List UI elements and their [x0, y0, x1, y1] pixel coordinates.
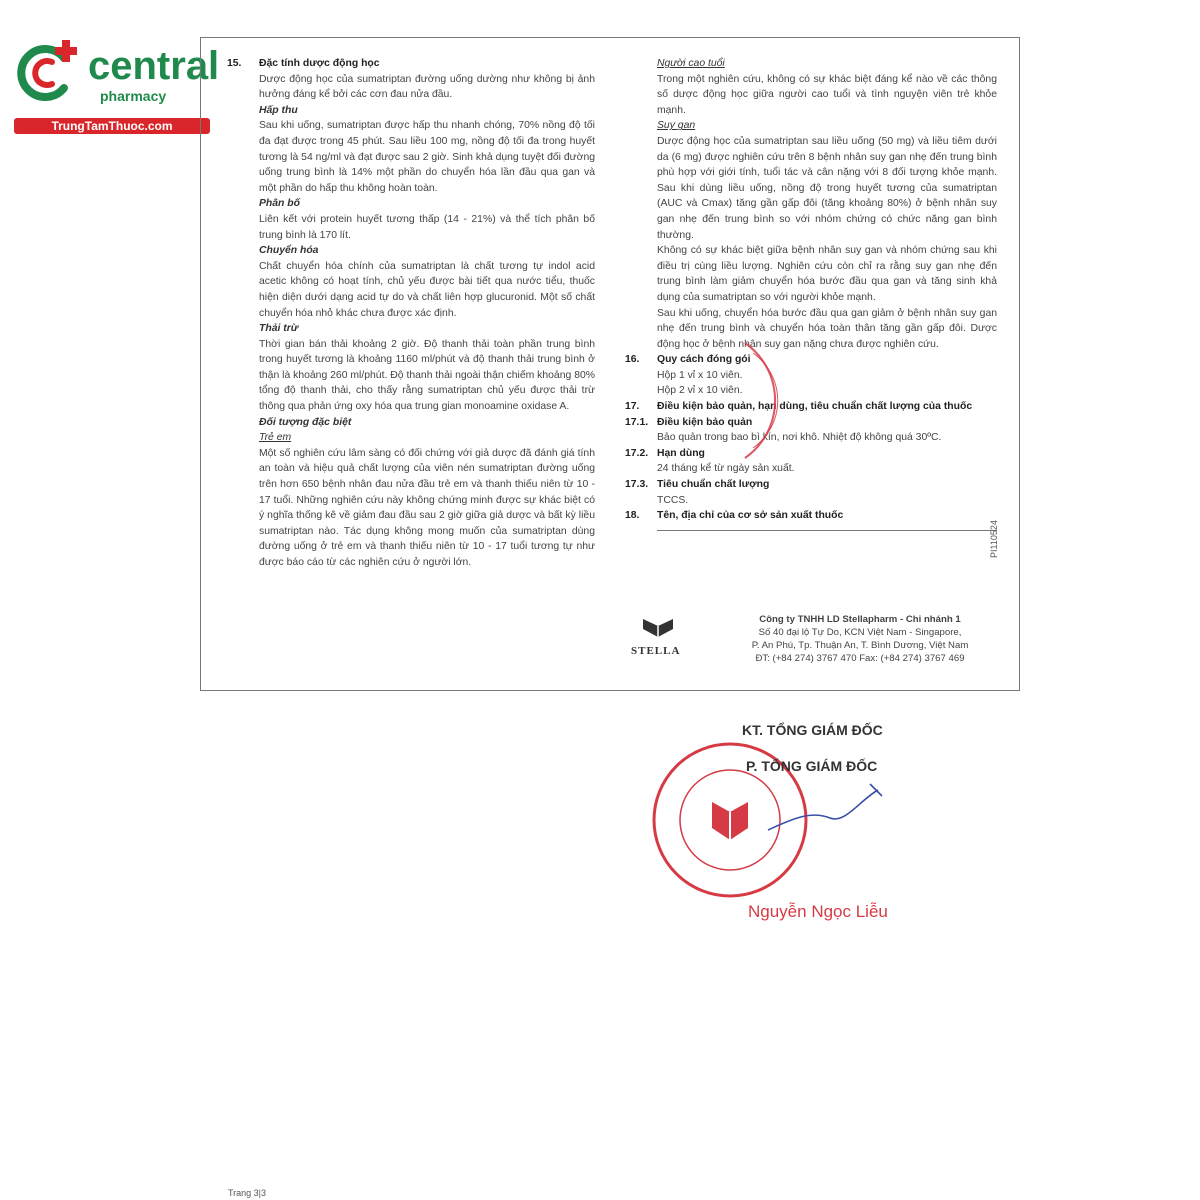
brand-logo	[12, 38, 220, 138]
storage-text: Bảo quản trong bao bì kín, nơi khô. Nhiệt độ không quá 30ºC.	[657, 432, 942, 444]
hepatic-heading: Suy gan	[657, 120, 696, 132]
hepatic-text-1: Dược động học của sumatriptan sau liều uống (50 mg) và liều tiêm dưới da (6 mg) được nghiên cứu trên 8 bệnh nhân suy gan nhẹ đến trung bình phù hợp với giới tính, tuổi tác và cân nặng với 8 đối tượng khỏe mạnh. Sau khi dùng liều uống, nồng độ trong huyết tương của sumatriptan (AUC và Cmax) tăng gần gấp đôi (tăng khoảng 80%) ở bệnh nhân suy gan nhẹ đến trung bình so với nhóm chứng có chức năng gan bình thường.	[657, 135, 997, 241]
signature-title-1: KT. TỔNG GIÁM ĐỐC	[742, 722, 883, 738]
elimination-heading: Thải trừ	[259, 323, 299, 335]
logo-subtitle: pharmacy	[100, 88, 167, 104]
metabolism-heading: Chuyển hóa	[259, 245, 319, 257]
shelf-life-text: 24 tháng kể từ ngày sản xuất.	[657, 463, 795, 475]
company-address-2: P. An Phú, Tp. Thuận An, T. Bình Dương, Việt Nam	[751, 640, 969, 651]
leaflet-page	[200, 37, 1020, 691]
signatory-name: Nguyễn Ngọc Liễu	[748, 902, 888, 921]
distribution-heading: Phân bố	[259, 198, 300, 210]
children-text: Một số nghiên cứu lâm sàng có đối chứng với giả dược đã đánh giá tính an toàn và hiệu quả chất lượng của viên nén sumatriptan đường uống trên hơn 650 bệnh nhân đau nửa đầu trẻ em và thanh thiếu niên từ 10 - 17 tuổi. Những nghiên cứu này không chứng minh được sự khác biệt có ý nghĩa thống kê về giảm đau đầu sau 2 giờ giữa giả dược và bất kỳ liều sumatriptan nào. Tác dụng không mong muốn của sumatriptan dùng đường uống ở trẻ em và thanh thiếu niên từ 10 - 17 tuổi tương tự như được báo cáo từ các nghiên cứu ở người lớn.	[259, 447, 595, 568]
special-populations-heading: Đối tượng đặc biệt	[259, 416, 352, 428]
company-info	[725, 613, 995, 665]
document-code: PI110524	[989, 520, 999, 558]
standard-text: TCCS.	[657, 494, 689, 506]
section-16-heading: 16. Quy cách đóng gói	[625, 354, 751, 366]
company-name: Công ty TNHH LD Stellapharm - Chi nhánh 1	[759, 614, 961, 625]
section-17-heading: 17. Điều kiện bảo quản, hạn dùng, tiêu chuẩn chất lượng của thuốc	[625, 401, 973, 413]
company-contact: ĐT: (+84 274) 3767 470 Fax: (+84 274) 3767 469	[755, 653, 965, 664]
hepatic-text-3: Sau khi uống, chuyển hóa bước đầu qua gan giảm ở bệnh nhân suy gan nhẹ đến trung bình và chuyển hóa toàn thân tăng gần gấp đôi. Dược động học ở bệnh nhân suy gan nặng chưa được nghiên cứu.	[657, 307, 997, 350]
central-pharmacy-logo-icon	[12, 38, 82, 108]
pk-intro: Dược động học của sumatriptan đường uống dường như không bị ảnh hưởng đáng kể bởi các cơn đau nửa đầu.	[259, 73, 595, 101]
children-heading: Trẻ em	[259, 432, 292, 444]
pack-option-2: Hộp 2 vỉ x 10 viên.	[657, 385, 743, 397]
section-17-1-heading: 17.1. Điều kiện bảo quản	[625, 416, 753, 428]
right-column	[625, 56, 997, 537]
signature-title-2: P. TỔNG GIÁM ĐỐC	[746, 758, 878, 774]
section-17-3-heading: 17.3. Tiêu chuẩn chất lượng	[625, 479, 770, 491]
divider	[657, 530, 997, 531]
absorption-text: Sau khi uống, sumatriptan được hấp thu nhanh chóng, 70% nồng độ tối đa đạt được trong 45 phút. Sau liều 100 mg, nồng độ tối đa trong huyết tương là 54 ng/ml và đạt được sau 2 giờ. Sinh khả dụng tuyệt đối đường uống trung bình là 14% một phần do chuyển hóa lần đầu qua gan và một phần do hấp thu không hoàn toàn.	[259, 120, 595, 194]
pack-option-1: Hộp 1 vỉ x 10 viên.	[657, 369, 743, 381]
section-15-heading: 15. Đặc tính dược động học	[227, 58, 380, 69]
logo-site-link[interactable]: TrungTamThuoc.com	[14, 118, 210, 134]
elimination-text: Thời gian bán thải khoảng 2 giờ. Độ thanh thải toàn phần trung bình trong huyết tương là khoảng 1160 ml/phút và độ thanh thải trung bình ở thận là khoảng 260 ml/phút. Độ thanh thải ngoài thận chiếm khoảng 80% tổng độ thanh thải, cho thấy rằng sumatriptan chủ yếu được thải trừ thông qua phản ứng oxy hóa qua trung gian monoamine oxidase A.	[259, 338, 595, 413]
left-column	[227, 56, 595, 571]
section-18-heading: 18. Tên, địa chỉ của cơ sở sản xuất thuốc	[625, 510, 844, 522]
handwritten-signature-icon	[760, 770, 900, 860]
elderly-text: Trong một nghiên cứu, không có sự khác biệt đáng kể nào về các thông số dược động học giữa người cao tuổi và tình nguyện viên trẻ khỏe mạnh.	[657, 73, 997, 116]
section-17-2-heading: 17.2. Hạn dùng	[625, 447, 705, 459]
hepatic-text-2: Không có sự khác biệt giữa bệnh nhân suy gan và nhóm chứng sau khi điều trị cùng liều lượng. Nghiên cứu còn chỉ ra rằng suy gan nhẹ đến trung bình làm giảm chuyển hóa bước đầu qua gan và tăng sinh khả dụng của sumatriptan so với người khỏe mạnh.	[657, 245, 997, 303]
absorption-heading: Hấp thu	[259, 104, 298, 116]
company-address-1: Số 40 đại lộ Tự Do, KCN Việt Nam - Singapore,	[758, 627, 962, 638]
elderly-heading: Người cao tuổi	[657, 58, 725, 69]
manufacturer-block	[625, 613, 997, 673]
stella-logo-icon	[641, 617, 675, 639]
partial-stamp-icon	[725, 333, 815, 463]
page-number: Trang 3|3	[228, 1188, 267, 1198]
logo-name: central	[88, 44, 220, 88]
metabolism-text: Chất chuyển hóa chính của sumatriptan là chất tương tự indol acid acetic không có hoạt tính, chủ yếu được bài tiết qua nước tiểu, thuốc hiện diện dưới dạng acid tự do và chất liên hợp glucuronid. Một số chất chuyển hóa nhỏ khác chưa được xác định.	[259, 260, 595, 319]
distribution-text: Liên kết với protein huyết tương thấp (14 - 21%) và thể tích phân bố trung bình là 170 lít.	[259, 213, 595, 241]
stella-brand: STELLA	[631, 645, 681, 657]
